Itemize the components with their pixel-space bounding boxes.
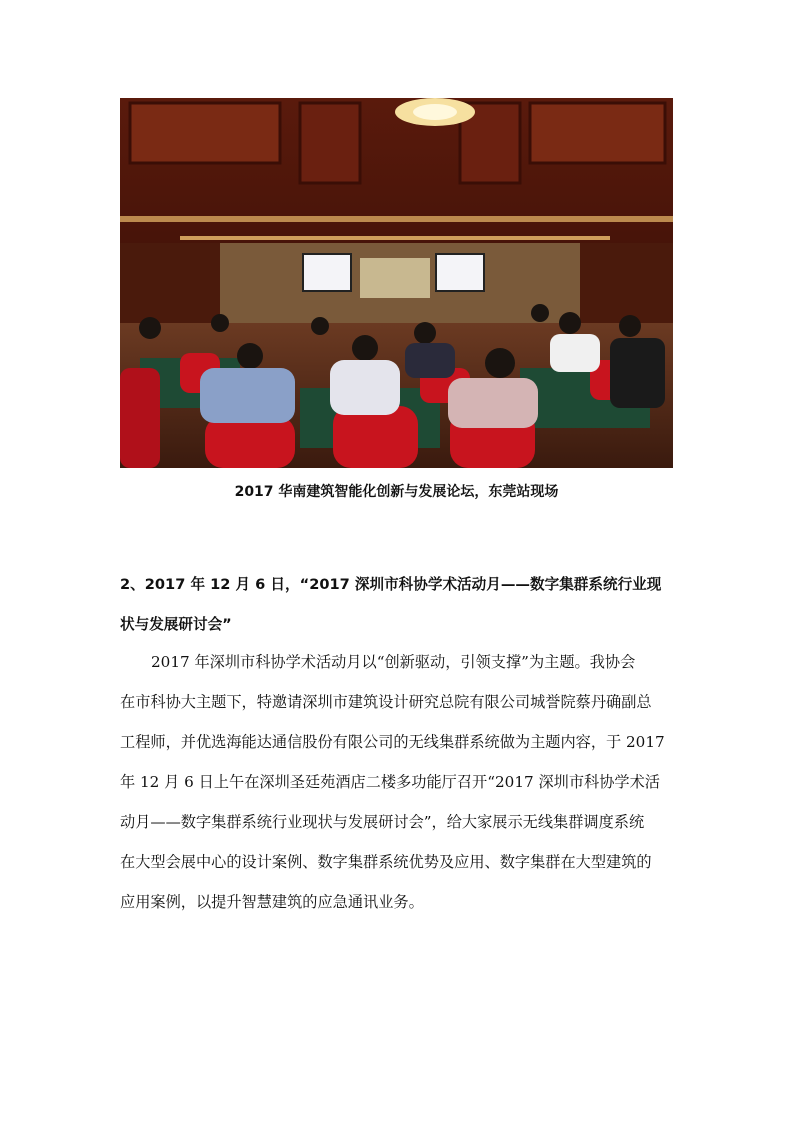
photo-caption: 2017 华南建筑智能化创新与发展论坛，东莞站现场 bbox=[234, 484, 559, 500]
paragraph-line: 在市科协大主题下，特邀请深圳市建筑设计研究总院有限公司城誉院蔡丹确副总 bbox=[120, 693, 652, 711]
heading-line: 状与发展研讨会” bbox=[120, 616, 232, 633]
paragraph-line: 年 12 月 6 日上午在深圳圣廷苑酒店二楼多功能厅召开“2017 深圳市科协学术活 bbox=[120, 773, 660, 791]
paragraph-line: 应用案例，以提升智慧建筑的应急通讯业务。 bbox=[120, 893, 424, 911]
section-heading bbox=[120, 565, 676, 645]
heading-line: 2、2017 年 12 月 6 日，“2017 深圳市科协学术活动月——数字集群系统行业现 bbox=[120, 576, 662, 593]
paragraph-line: 工程师，并优选海能达通信股份有限公司的无线集群系统做为主题内容，于 2017 bbox=[120, 733, 665, 751]
body-paragraph bbox=[120, 642, 676, 922]
paragraph-line: 在大型会展中心的设计案例、数字集群系统优势及应用、数字集群在大型建筑的 bbox=[120, 853, 652, 871]
paragraph-line: 2017 年深圳市科协学术活动月以“创新驱动，引领支撑”为主题。我协会 bbox=[151, 653, 636, 671]
conference-photo bbox=[120, 98, 673, 468]
paragraph-line: 动月——数字集群系统行业现状与发展研讨会”，给大家展示无线集群调度系统 bbox=[120, 813, 645, 831]
